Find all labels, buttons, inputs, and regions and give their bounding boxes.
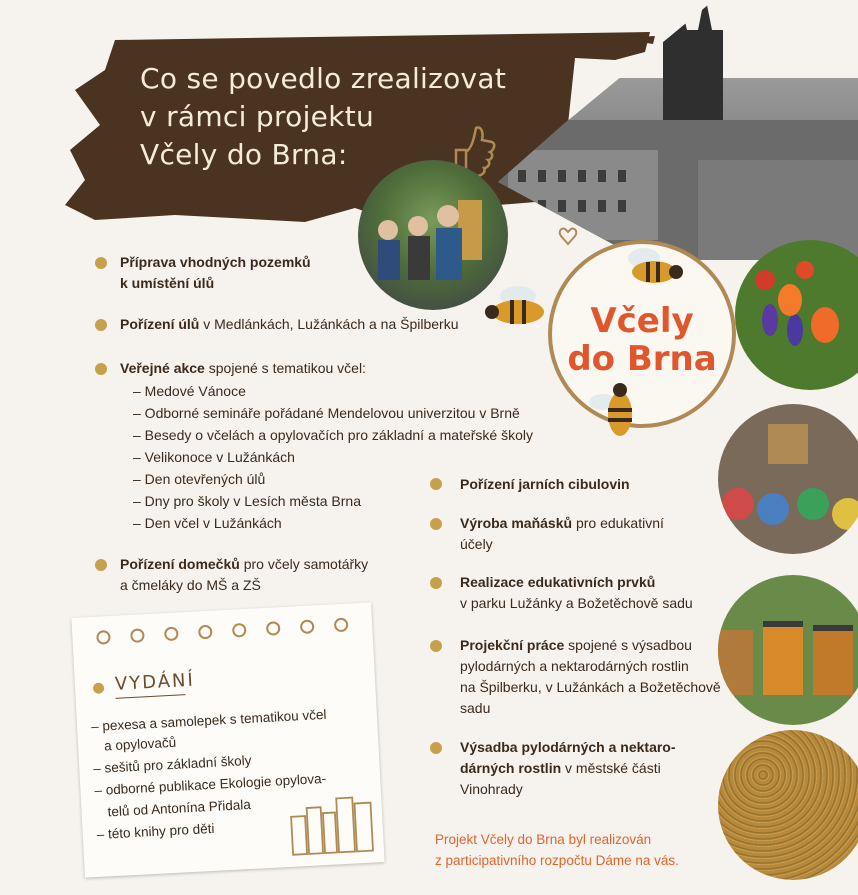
emblem-line-1: Včely: [590, 301, 694, 341]
list-item-text-line3: na Špilberku, v Lužánkách a Božetěchově: [460, 679, 721, 695]
bullet-dot: [95, 319, 107, 331]
bullet-dot: [430, 742, 442, 754]
list-item-domecky: [120, 554, 368, 596]
title-line-2: v rámci projektu: [140, 100, 375, 133]
list-item-text: spojené s tematikou včel:: [204, 360, 366, 376]
list-item-bold: Pořízení domečků: [120, 556, 240, 572]
list-item-bold: Příprava vhodných pozemků: [120, 254, 311, 270]
list-item-bold: Výroba maňásků: [460, 515, 573, 531]
emblem-line-2: do Brna: [567, 339, 717, 379]
puppets-photo: [718, 404, 858, 554]
footnote-line: Projekt Včely do Brna byl realizován: [435, 832, 652, 847]
list-item-bold: Veřejné akce: [120, 360, 205, 376]
funding-footnote: [435, 829, 679, 871]
ring-icon: [334, 618, 349, 633]
note-item: telů od Antonína Přidala: [107, 796, 252, 820]
ring-icon: [96, 630, 111, 645]
event-item: – Besedy o včelách a opylovačích pro základní a mateřské školy: [133, 427, 533, 443]
note-item: – sešitů pro základní školy: [92, 752, 252, 777]
list-item-bold: Pořízení úlů: [120, 316, 200, 332]
list-item-manasci: [460, 513, 664, 555]
list-item-text-line3: Vinohrady: [460, 781, 523, 797]
event-item: – Den otevřených úlů: [133, 471, 266, 487]
note-title: VYDÁNÍ: [114, 669, 196, 695]
list-item-bold: Výsadba pylodárných a nektaro-: [460, 739, 676, 755]
beehives-photo: [718, 575, 858, 725]
list-item-text-line2: účely: [460, 536, 493, 552]
list-item-cibuloviny: [460, 474, 630, 495]
list-item-akce: [120, 358, 366, 379]
note-item: – pexesa a samolepek s tematikou včel: [90, 706, 327, 735]
ring-icon: [130, 628, 145, 643]
list-item-vysadba: [460, 737, 676, 800]
event-list: [133, 380, 533, 534]
bee-icon: [588, 380, 648, 440]
bee-icon: [478, 282, 558, 332]
ring-icon: [164, 626, 179, 641]
heart-icon: [558, 226, 578, 246]
list-item-bold-line2: dárných rostlin: [460, 760, 562, 776]
event-item: – Medové Vánoce: [133, 383, 246, 399]
list-item-bold: Pořízení jarních cibulovin: [460, 476, 630, 492]
list-item-text: pro včely samotářky: [239, 556, 369, 572]
event-item: – Dny pro školy v Lesích města Brna: [133, 493, 361, 509]
bullet-dot: [430, 518, 442, 530]
books-icon: [286, 782, 380, 857]
publications-note: [71, 602, 384, 877]
footnote-line: z participativního rozpočtu Dáme na vás.: [435, 853, 679, 868]
list-item-text-line2: v městské části: [561, 760, 661, 776]
list-item-projekcni: [460, 635, 721, 719]
bullet-dot: [430, 577, 442, 589]
bullet-dot: [95, 257, 107, 269]
list-item-text-line2: pylodárných a nektarodárných rostlin: [460, 658, 689, 674]
honeycomb-photo: [718, 730, 858, 880]
list-item-text: spojené s výsadbou: [564, 637, 692, 653]
title-underline: [116, 694, 186, 699]
bullet-dot: [430, 640, 442, 652]
ring-icon: [232, 623, 247, 638]
bullet-dot: [95, 363, 107, 375]
list-item-edukativni: [460, 572, 693, 614]
event-item: – Velikonoce v Lužánkách: [133, 449, 295, 465]
note-item: a opylovačů: [103, 734, 177, 754]
tulips-photo: [735, 240, 858, 390]
list-item-bold: Realizace edukativních prvků: [460, 574, 656, 590]
list-item-bold: Projekční práce: [460, 637, 565, 653]
bee-icon: [618, 240, 688, 290]
ring-icon: [300, 619, 315, 634]
note-item: – této knihy pro děti: [96, 820, 215, 842]
title-line-1: Co se povedlo zrealizovat: [140, 62, 507, 95]
bullet-dot: [95, 559, 107, 571]
list-item-text: pro edukativní: [572, 515, 664, 531]
list-item-bold-line2: k umístění úlů: [120, 275, 215, 291]
note-item: – odborné publikace Ekologie opylova-: [94, 770, 327, 799]
title-line-3: Včely do Brna:: [140, 138, 348, 171]
list-item-text: v Medlánkách, Lužánkách a na Špilberku: [199, 316, 459, 332]
list-item-text-line2: a čmeláky do MŠ a ZŠ: [120, 577, 261, 593]
list-item-pozemky: [120, 252, 311, 294]
list-item-text-line2: v parku Lužánky a Božetěchově sadu: [460, 595, 693, 611]
bullet-dot: [93, 682, 105, 694]
event-item: – Den včel v Lužánkách: [133, 515, 282, 531]
bullet-dot: [430, 478, 442, 490]
ring-icon: [198, 625, 213, 640]
ring-icon: [266, 621, 281, 636]
list-item-text-line4: sadu: [460, 700, 491, 716]
list-item-ule: [120, 314, 459, 335]
event-item: – Odborné semináře pořádané Mendelovou univerzitou v Brně: [133, 405, 520, 421]
